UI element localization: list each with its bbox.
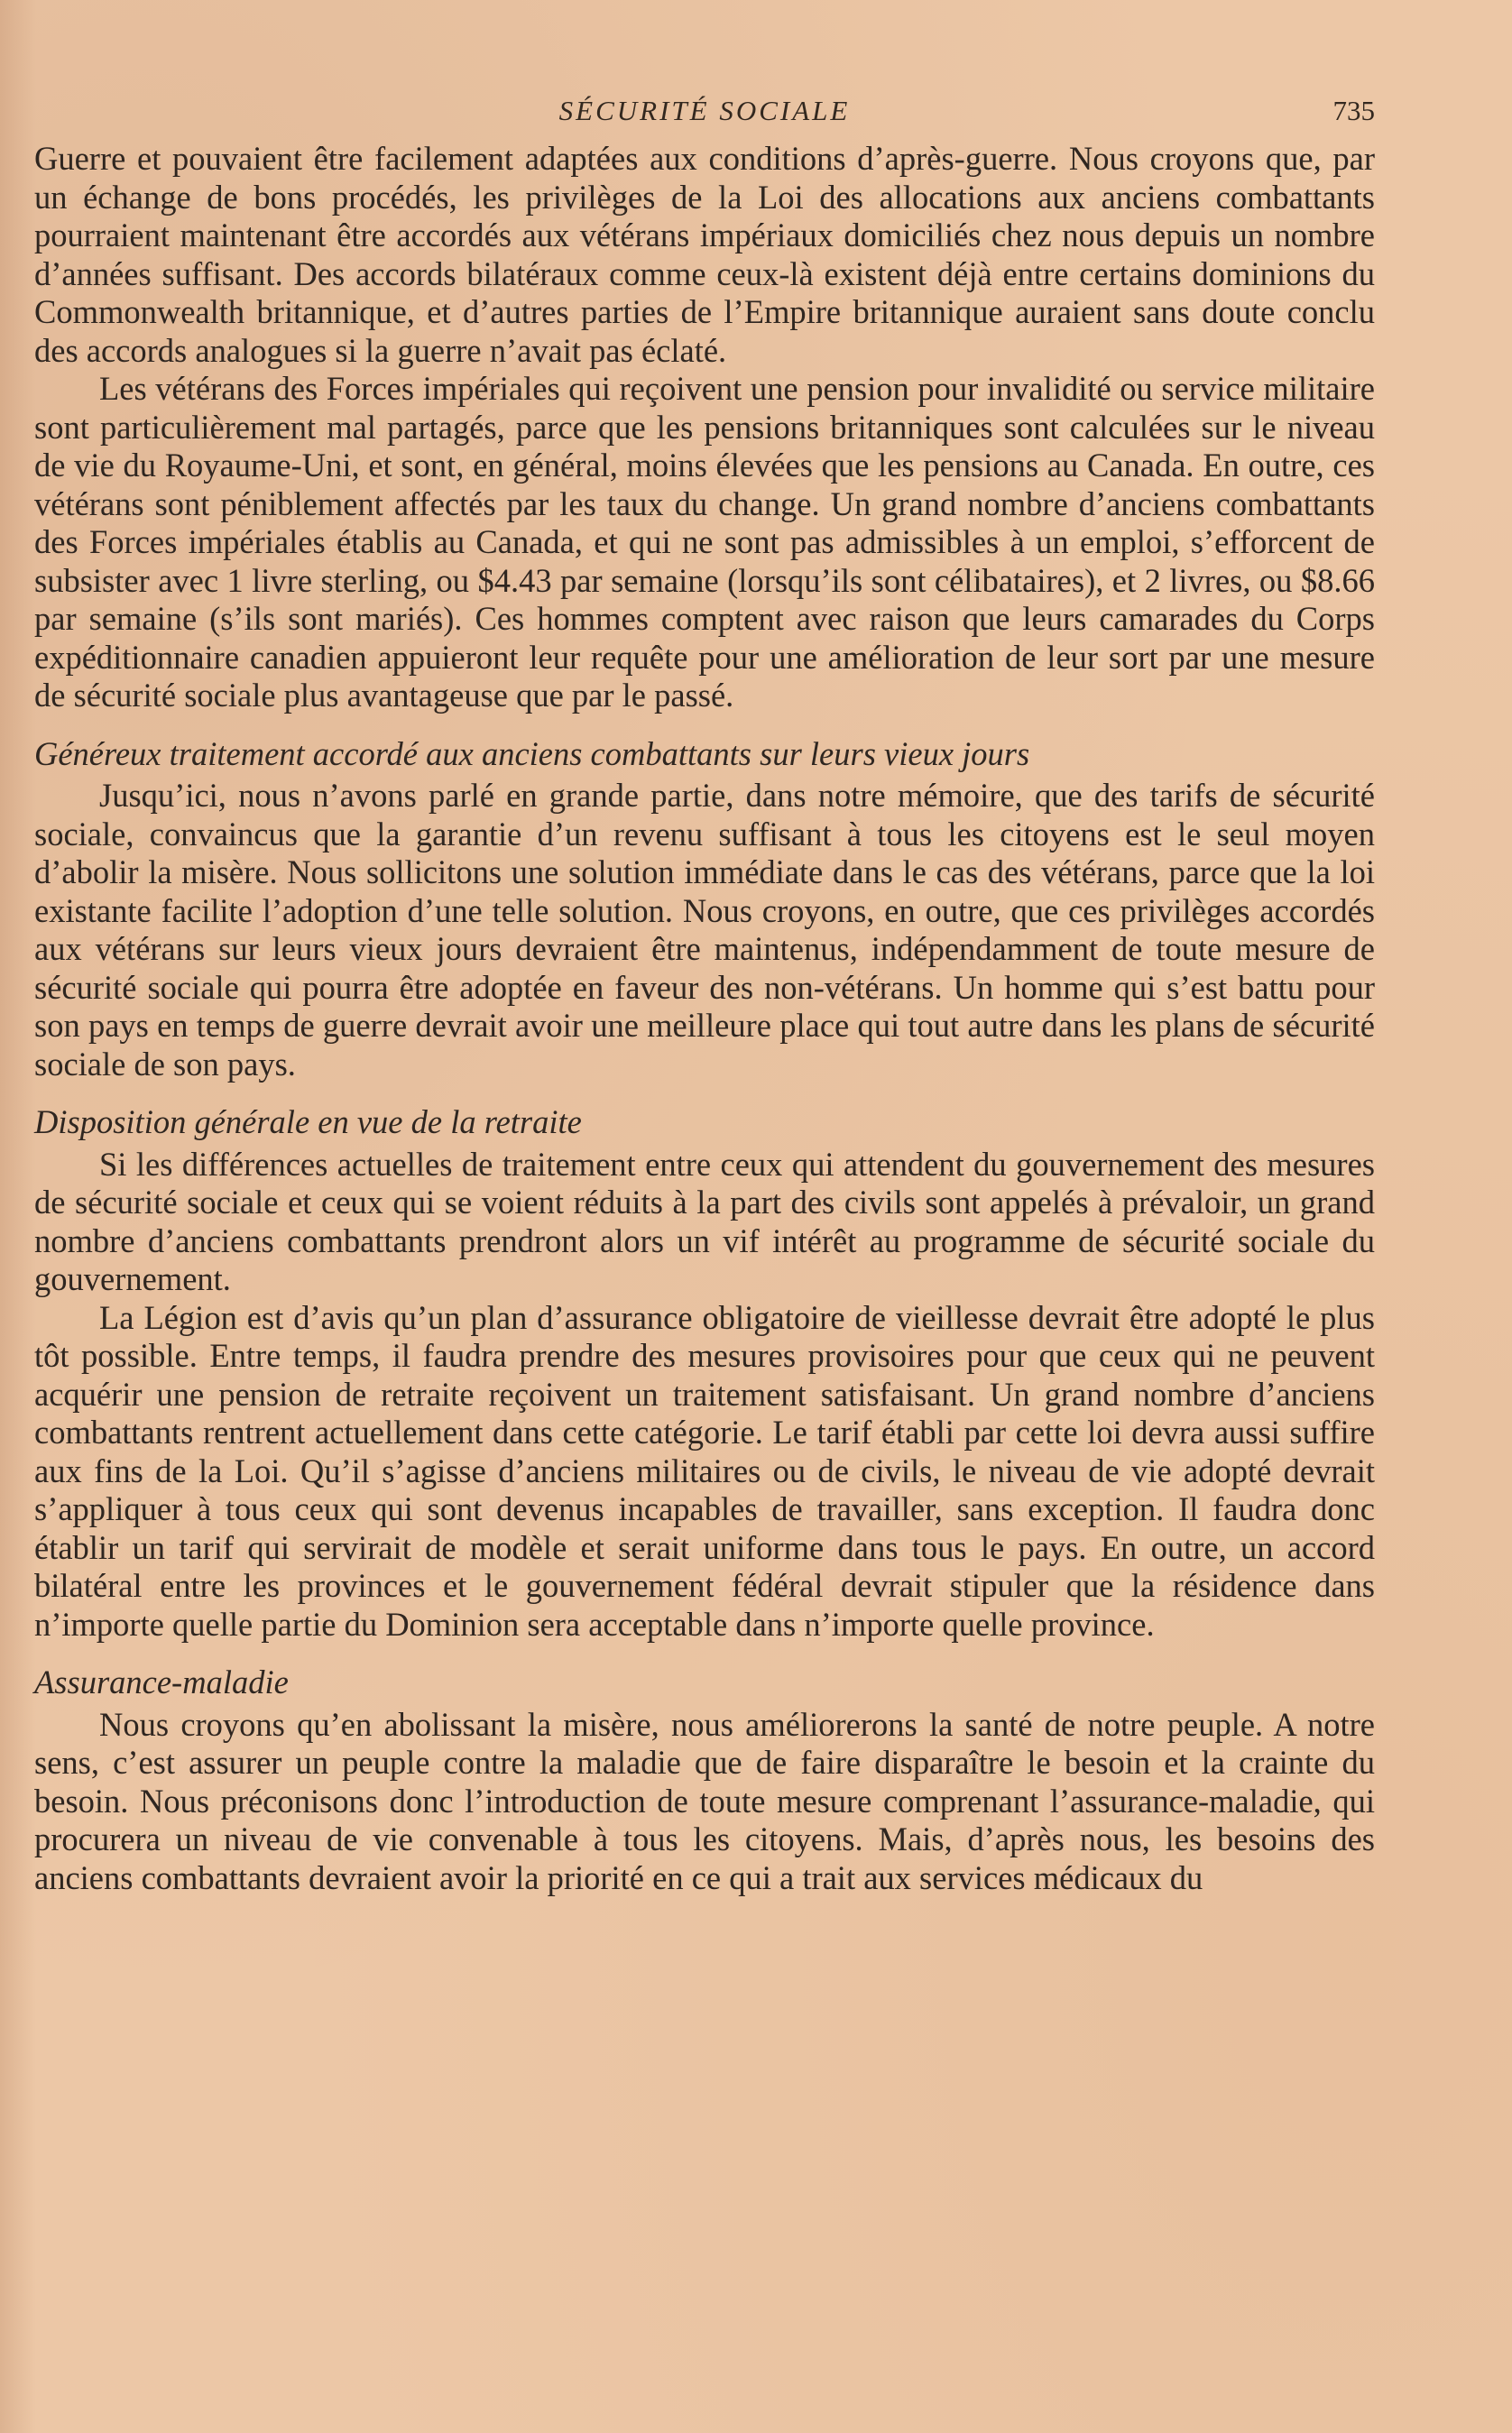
section-heading-retirement: Disposition générale en vue de la retraite bbox=[34, 1103, 582, 1140]
page-number: 735 bbox=[1332, 95, 1375, 126]
document-page bbox=[34, 86, 1375, 1897]
paragraph-continuation: Guerre et pouvaient être facilement adaptées aux conditions d’après-guerre. Nous croyons que, par un échange de bons procédés, les privilèges de la Loi des allocations aux anciens combattants pourraient maintenant être accordés aux vétérans impériaux domiciliés chez nous depuis un nombre d’années suffisant. Des accords bilatéraux comme ceux-là existent déjà entre certains dominions du Commonwealth britannique, et d’autres parties de l’Empire britannique auraient sans doute conclu des accords analogues si la guerre n’avait pas éclaté. bbox=[34, 140, 1375, 369]
paragraph-legion-opinion: La Légion est d’avis qu’un plan d’assurance obligatoire de vieillesse devrait être adopté le plus tôt possible. Entre temps, il faudra prendre des mesures provisoires pour que ceux qui ne peuvent acquérir une pension de retraite reçoivent un traitement satisfaisant. Un grand nombre d’anciens combattants rentrent actuellement dans cette catégorie. Le tarif établi par cette loi devra aussi suffire aux fins de la Loi. Qu’il s’agisse d’anciens militaires ou de civils, le niveau de vie adopté devrait s’appliquer à tous ceux qui sont devenus incapables de travailler, sans exception. Il faudra donc établir un tarif qui servirait de modèle et serait uniforme dans tous le pays. En outre, un accord bilatéral entre les provinces et le gouvernement fédéral devrait stipuler que la résidence dans n’importe quelle partie du Dominion sera acceptable dans n’importe quelle province. bbox=[34, 1298, 1375, 1643]
paragraph-imperial-veterans: Les vétérans des Forces impériales qui reçoivent une pension pour invalidité ou service militaire sont particulièrement mal partagés, parce que les pensions britanniques sont calculées sur le niveau de vie du Royaume-Uni, et sont, en général, moins élevées que les pensions au Canada. En outre, ces vétérans sont péniblement affectés par les taux du change. Un grand nombre d’anciens combattants des Forces impériales établis au Canada, et qui ne sont pas admissibles à un emploi, s’efforcent de subsister avec 1 livre sterling, ou $4.43 par semaine (lorsqu’ils sont célibataires), et 2 livres, ou $8.66 par semaine (s’ils sont mariés). Ces hommes comptent avec raison que leurs camarades du Corps expéditionnaire canadien appuieront leur requête pour une amélioration de leur sort par une mesure de sécurité sociale plus avantageuse que par le passé. bbox=[34, 370, 1375, 714]
paragraph-generous-treatment: Jusqu’ici, nous n’avons parlé en grande partie, dans notre mémoire, que des tarifs de sécurité sociale, convaincus que la garantie d’un revenu suffisant à tous les citoyens est le seul moyen d’abolir la misère. Nous sollicitons une solution immédiate dans le cas des vétérans, parce que la loi existante facilite l’adoption d’une telle solution. Nous croyons, en outre, que ces privilèges accordés aux vétérans sur leurs vieux jours devraient être maintenus, indépendamment de toute mesure de sécurité sociale qui pourra être adoptée en faveur des non-vétérans. Un homme qui s’est battu pour son pays en temps de guerre devrait avoir une meilleure place qui tout autre dans les plans de sécurité sociale de son pays. bbox=[34, 777, 1375, 1083]
running-title: SÉCURITÉ SOCIALE bbox=[558, 95, 851, 126]
section-heading-generous-treatment: Généreux traitement accordé aux anciens combattants sur leurs vieux jours bbox=[34, 734, 1030, 772]
page-header bbox=[34, 86, 1375, 140]
paragraph-retirement-differences: Si les différences actuelles de traitement entre ceux qui attendent du gouvernement des mesures de sécurité sociale et ceux qui se voient réduits à la part des civils sont appelés à prévaloir, un grand nombre d’anciens combattants prendront alors un vif intérêt au programme de sécurité sociale du gouvernement. bbox=[34, 1145, 1375, 1297]
section-heading-health-insurance: Assurance-maladie bbox=[34, 1663, 289, 1700]
paragraph-health-insurance: Nous croyons qu’en abolissant la misère, nous améliorerons la santé de notre peuple. A notre sens, c’est assurer un peuple contre la maladie que de faire disparaître le besoin et la crainte du besoin. Nous préconisons donc l’introduction de toute mesure comprenant l’assurance-maladie, qui procurera un niveau de vie convenable à tous les citoyens. Mais, d’après nous, les besoins des anciens combattants devraient avoir la priorité en ce qui a trait aux services médicaux du bbox=[34, 1705, 1375, 1896]
body-text bbox=[34, 140, 1375, 1897]
